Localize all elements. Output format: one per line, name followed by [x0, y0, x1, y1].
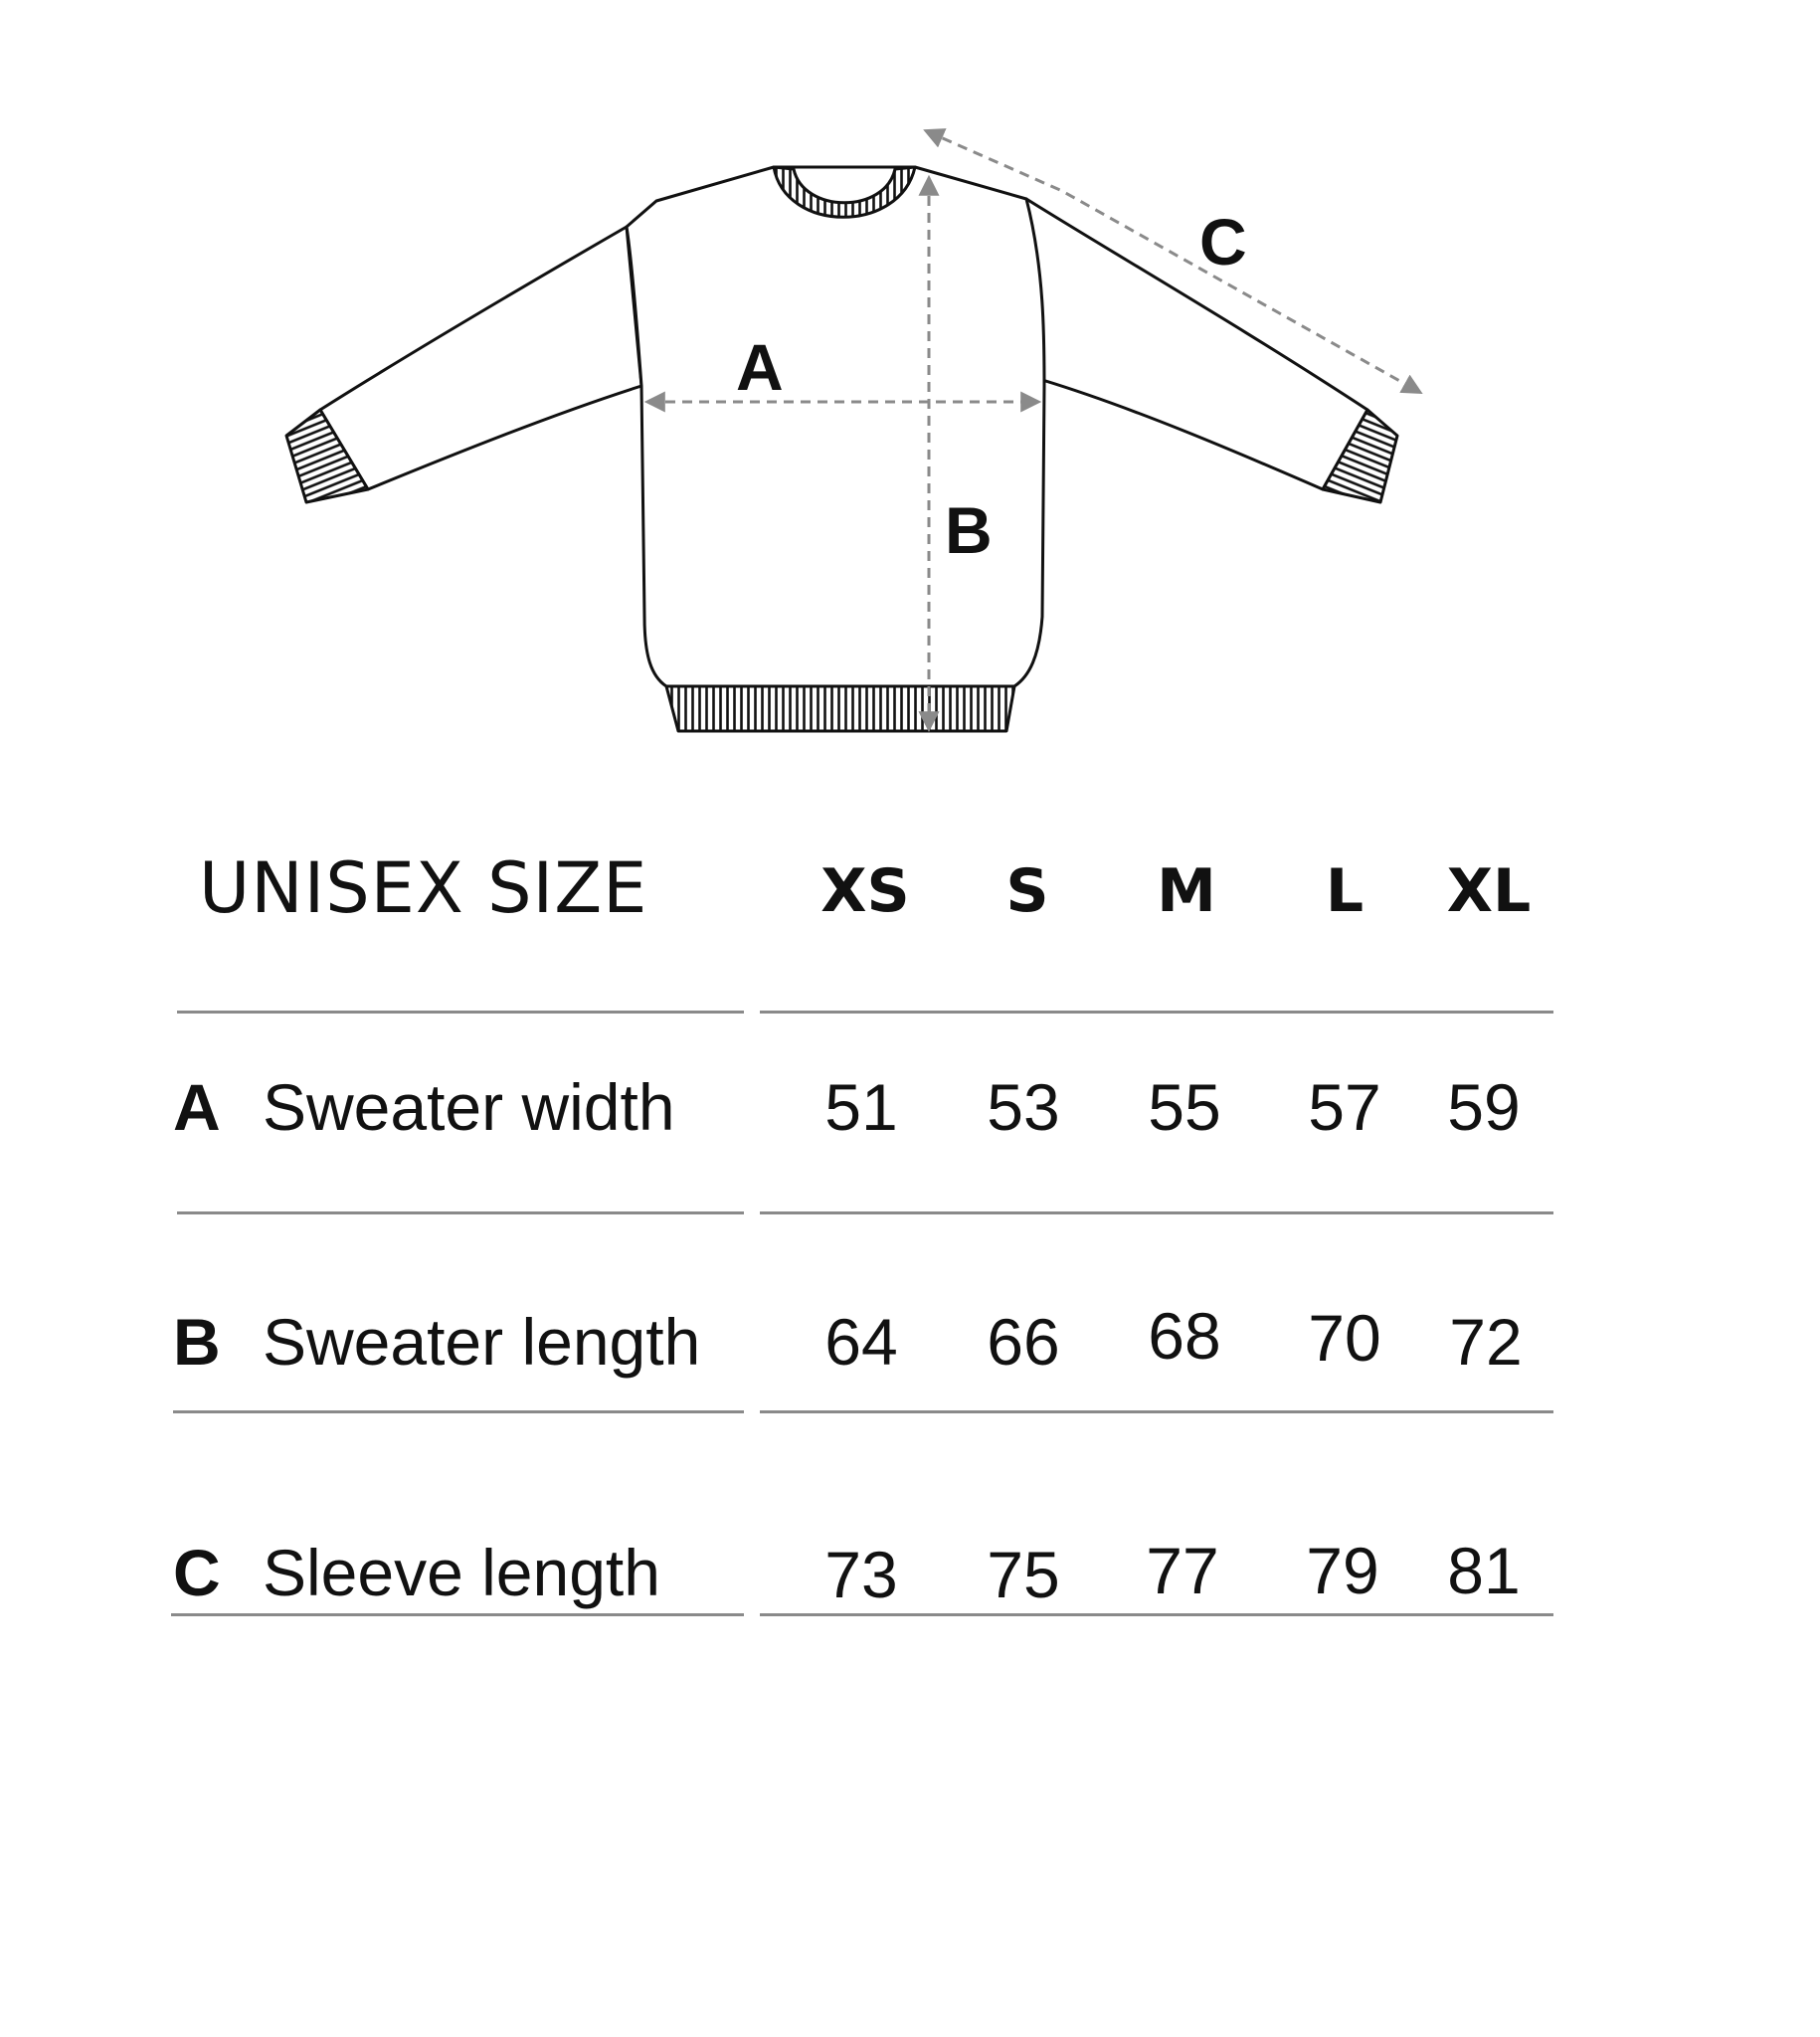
row-label: Sweater length	[263, 1305, 701, 1379]
table-cell: 81	[1447, 1534, 1521, 1607]
dimension-label-b: B	[945, 493, 993, 567]
divider-line	[760, 1011, 1553, 1014]
row-label: Sleeve length	[263, 1536, 660, 1609]
divider-line	[177, 1211, 744, 1214]
size-header-s: S	[1005, 856, 1049, 926]
table-cell: 66	[987, 1305, 1060, 1379]
divider-line	[760, 1613, 1553, 1616]
table-cell: 77	[1146, 1534, 1219, 1607]
size-header-xl: XL	[1446, 856, 1532, 926]
divider-line	[760, 1410, 1553, 1413]
size-header-xs: XS	[820, 856, 910, 926]
table-cell: 51	[824, 1070, 898, 1144]
table-cell: 70	[1308, 1301, 1381, 1375]
divider-line	[177, 1011, 744, 1014]
table-cell: 64	[824, 1305, 898, 1379]
table-cell: 59	[1447, 1070, 1521, 1144]
row-label: Sweater width	[263, 1070, 675, 1144]
table-cell: 79	[1306, 1534, 1379, 1607]
table-cell: 57	[1308, 1070, 1381, 1144]
table-cell: 75	[987, 1538, 1060, 1611]
divider-line	[171, 1613, 744, 1616]
table-cell: 73	[824, 1538, 898, 1611]
row-letter: C	[173, 1536, 221, 1609]
row-letter: A	[173, 1070, 221, 1144]
size-header-m: M	[1157, 856, 1216, 926]
table-cell: 68	[1148, 1299, 1221, 1373]
divider-line	[173, 1410, 744, 1413]
row-letter: B	[173, 1305, 221, 1379]
table-cell: 53	[987, 1070, 1060, 1144]
table-cell: 55	[1148, 1070, 1221, 1144]
divider-line	[760, 1211, 1553, 1214]
dimension-label-c: C	[1199, 205, 1247, 278]
table-title: UNISEX SIZE	[199, 847, 648, 929]
dimension-label-a: A	[736, 330, 784, 404]
size-header-l: L	[1325, 856, 1365, 926]
table-cell: 72	[1449, 1305, 1523, 1379]
